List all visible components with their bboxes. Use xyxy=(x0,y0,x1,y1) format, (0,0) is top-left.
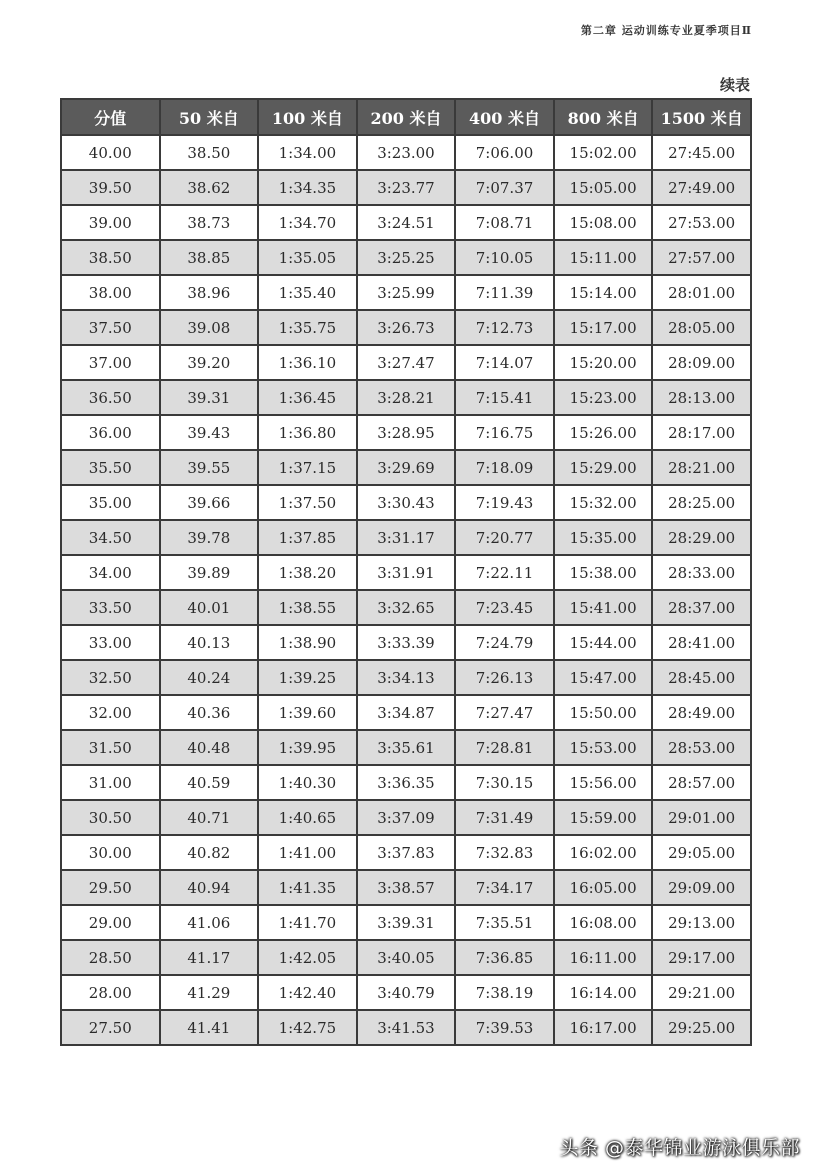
table-cell: 40.36 xyxy=(160,695,259,730)
table-cell: 15:29.00 xyxy=(554,450,653,485)
table-cell: 39.89 xyxy=(160,555,259,590)
table-cell: 7:27.47 xyxy=(455,695,554,730)
table-cell: 39.50 xyxy=(61,170,160,205)
table-cell: 15:59.00 xyxy=(554,800,653,835)
table-row xyxy=(61,590,751,625)
continued-label: 续表 xyxy=(719,76,750,94)
table-cell: 29:21.00 xyxy=(652,975,751,1010)
table-cell: 27:57.00 xyxy=(652,240,751,275)
table-cell: 1:42.05 xyxy=(258,940,357,975)
table-cell: 15:38.00 xyxy=(554,555,653,590)
table-cell: 7:18.09 xyxy=(455,450,554,485)
table-cell: 41.06 xyxy=(160,905,259,940)
table-cell: 3:37.09 xyxy=(357,800,456,835)
table-cell: 36.50 xyxy=(61,380,160,415)
table-row xyxy=(61,695,751,730)
table-row xyxy=(61,205,751,240)
table-cell: 41.17 xyxy=(160,940,259,975)
table-cell: 15:50.00 xyxy=(554,695,653,730)
table-cell: 7:24.79 xyxy=(455,625,554,660)
table-cell: 15:05.00 xyxy=(554,170,653,205)
table-row xyxy=(61,660,751,695)
table-cell: 40.01 xyxy=(160,590,259,625)
table-row xyxy=(61,555,751,590)
table-cell: 29:13.00 xyxy=(652,905,751,940)
table-cell: 35.50 xyxy=(61,450,160,485)
table-cell: 28:41.00 xyxy=(652,625,751,660)
table-cell: 1:35.75 xyxy=(258,310,357,345)
table-cell: 7:08.71 xyxy=(455,205,554,240)
table-cell: 1:38.90 xyxy=(258,625,357,660)
table-cell: 15:11.00 xyxy=(554,240,653,275)
table-cell: 3:37.83 xyxy=(357,835,456,870)
table-cell: 27:49.00 xyxy=(652,170,751,205)
table-cell: 30.50 xyxy=(61,800,160,835)
table-cell: 1:37.50 xyxy=(258,485,357,520)
column-header: 分值 xyxy=(61,99,160,135)
table-cell: 1:36.80 xyxy=(258,415,357,450)
table-cell: 3:40.05 xyxy=(357,940,456,975)
table-cell: 28:37.00 xyxy=(652,590,751,625)
table-cell: 40.94 xyxy=(160,870,259,905)
table-cell: 1:36.45 xyxy=(258,380,357,415)
table-row xyxy=(61,1010,751,1045)
table-cell: 38.96 xyxy=(160,275,259,310)
table-cell: 7:31.49 xyxy=(455,800,554,835)
table-cell: 3:34.13 xyxy=(357,660,456,695)
table-cell: 38.50 xyxy=(61,240,160,275)
table-cell: 7:20.77 xyxy=(455,520,554,555)
table-row xyxy=(61,800,751,835)
table-cell: 3:34.87 xyxy=(357,695,456,730)
table-cell: 37.00 xyxy=(61,345,160,380)
table-cell: 16:02.00 xyxy=(554,835,653,870)
table-row xyxy=(61,310,751,345)
table-cell: 1:42.75 xyxy=(258,1010,357,1045)
table-cell: 40.59 xyxy=(160,765,259,800)
table-cell: 36.00 xyxy=(61,415,160,450)
table-cell: 28.00 xyxy=(61,975,160,1010)
table-cell: 7:36.85 xyxy=(455,940,554,975)
column-header: 100 米自 xyxy=(258,99,357,135)
table-cell: 40.24 xyxy=(160,660,259,695)
table-cell: 39.78 xyxy=(160,520,259,555)
table-cell: 1:38.55 xyxy=(258,590,357,625)
table-cell: 3:25.25 xyxy=(357,240,456,275)
table-cell: 38.50 xyxy=(160,135,259,170)
table-cell: 16:05.00 xyxy=(554,870,653,905)
table-cell: 29:25.00 xyxy=(652,1010,751,1045)
table-row xyxy=(61,905,751,940)
table-cell: 1:39.60 xyxy=(258,695,357,730)
table-row xyxy=(61,485,751,520)
table-cell: 1:37.15 xyxy=(258,450,357,485)
table-cell: 29.50 xyxy=(61,870,160,905)
table-cell: 40.48 xyxy=(160,730,259,765)
table-row xyxy=(61,870,751,905)
table-cell: 39.43 xyxy=(160,415,259,450)
table-cell: 28:01.00 xyxy=(652,275,751,310)
table-cell: 28.50 xyxy=(61,940,160,975)
table-cell: 3:27.47 xyxy=(357,345,456,380)
table-cell: 15:44.00 xyxy=(554,625,653,660)
column-header: 1500 米自 xyxy=(652,99,751,135)
table-cell: 3:26.73 xyxy=(357,310,456,345)
table-cell: 7:26.13 xyxy=(455,660,554,695)
table-cell: 40.13 xyxy=(160,625,259,660)
table-cell: 32.00 xyxy=(61,695,160,730)
table-cell: 1:35.40 xyxy=(258,275,357,310)
table-cell: 3:31.17 xyxy=(357,520,456,555)
table-row xyxy=(61,275,751,310)
table-cell: 7:16.75 xyxy=(455,415,554,450)
table-row xyxy=(61,415,751,450)
table-cell: 7:15.41 xyxy=(455,380,554,415)
table-cell: 3:25.99 xyxy=(357,275,456,310)
table-cell: 7:35.51 xyxy=(455,905,554,940)
table-row xyxy=(61,730,751,765)
table-cell: 15:56.00 xyxy=(554,765,653,800)
table-cell: 39.20 xyxy=(160,345,259,380)
table-cell: 1:35.05 xyxy=(258,240,357,275)
table-cell: 39.66 xyxy=(160,485,259,520)
table-row xyxy=(61,940,751,975)
table-cell: 15:35.00 xyxy=(554,520,653,555)
table-cell: 40.71 xyxy=(160,800,259,835)
table-row xyxy=(61,450,751,485)
table-cell: 15:23.00 xyxy=(554,380,653,415)
table-cell: 41.29 xyxy=(160,975,259,1010)
table-cell: 39.08 xyxy=(160,310,259,345)
table-header xyxy=(61,99,751,135)
table-cell: 3:29.69 xyxy=(357,450,456,485)
table-cell: 7:14.07 xyxy=(455,345,554,380)
column-header: 50 米自 xyxy=(160,99,259,135)
table-cell: 3:30.43 xyxy=(357,485,456,520)
table-cell: 1:37.85 xyxy=(258,520,357,555)
table-cell: 28:05.00 xyxy=(652,310,751,345)
table-cell: 28:29.00 xyxy=(652,520,751,555)
table-cell: 1:39.25 xyxy=(258,660,357,695)
table-cell: 3:28.21 xyxy=(357,380,456,415)
table-cell: 28:45.00 xyxy=(652,660,751,695)
table-cell: 3:39.31 xyxy=(357,905,456,940)
table-cell: 3:40.79 xyxy=(357,975,456,1010)
table-row xyxy=(61,625,751,660)
column-header: 200 米自 xyxy=(357,99,456,135)
table-cell: 1:42.40 xyxy=(258,975,357,1010)
table-cell: 7:12.73 xyxy=(455,310,554,345)
table-cell: 29:01.00 xyxy=(652,800,751,835)
table-cell: 28:33.00 xyxy=(652,555,751,590)
column-header: 800 米自 xyxy=(554,99,653,135)
table-cell: 7:23.45 xyxy=(455,590,554,625)
table-cell: 16:11.00 xyxy=(554,940,653,975)
table-cell: 38.00 xyxy=(61,275,160,310)
table-cell: 39.31 xyxy=(160,380,259,415)
table-cell: 15:08.00 xyxy=(554,205,653,240)
column-header: 400 米自 xyxy=(455,99,554,135)
table-cell: 28:17.00 xyxy=(652,415,751,450)
table-cell: 3:23.77 xyxy=(357,170,456,205)
table-cell: 1:40.30 xyxy=(258,765,357,800)
table-cell: 33.50 xyxy=(61,590,160,625)
table-cell: 27.50 xyxy=(61,1010,160,1045)
table-row xyxy=(61,170,751,205)
table-cell: 7:06.00 xyxy=(455,135,554,170)
table-row xyxy=(61,345,751,380)
table-cell: 40.82 xyxy=(160,835,259,870)
table-cell: 15:26.00 xyxy=(554,415,653,450)
table-cell: 7:07.37 xyxy=(455,170,554,205)
table-cell: 29.00 xyxy=(61,905,160,940)
table-cell: 28:49.00 xyxy=(652,695,751,730)
table-row xyxy=(61,135,751,170)
table-cell: 7:22.11 xyxy=(455,555,554,590)
table-cell: 15:53.00 xyxy=(554,730,653,765)
table-cell: 16:14.00 xyxy=(554,975,653,1010)
table-cell: 32.50 xyxy=(61,660,160,695)
table-cell: 7:39.53 xyxy=(455,1010,554,1045)
table-cell: 1:39.95 xyxy=(258,730,357,765)
table-cell: 7:38.19 xyxy=(455,975,554,1010)
table-row xyxy=(61,765,751,800)
table-cell: 3:33.39 xyxy=(357,625,456,660)
table-cell: 7:11.39 xyxy=(455,275,554,310)
table-cell: 1:34.70 xyxy=(258,205,357,240)
table-row xyxy=(61,975,751,1010)
table-row xyxy=(61,380,751,415)
table-cell: 27:45.00 xyxy=(652,135,751,170)
table-cell: 41.41 xyxy=(160,1010,259,1045)
table-cell: 28:57.00 xyxy=(652,765,751,800)
table-cell: 3:28.95 xyxy=(357,415,456,450)
table-cell: 1:41.00 xyxy=(258,835,357,870)
table-cell: 38.85 xyxy=(160,240,259,275)
table-cell: 28:09.00 xyxy=(652,345,751,380)
watermark: 头条 @泰华锦业游泳俱乐部 xyxy=(559,1137,800,1159)
table-cell: 33.00 xyxy=(61,625,160,660)
table-cell: 34.50 xyxy=(61,520,160,555)
table-row xyxy=(61,520,751,555)
table-row xyxy=(61,835,751,870)
table-cell: 29:17.00 xyxy=(652,940,751,975)
table-cell: 28:13.00 xyxy=(652,380,751,415)
table-cell: 15:14.00 xyxy=(554,275,653,310)
table-cell: 7:10.05 xyxy=(455,240,554,275)
table-cell: 28:53.00 xyxy=(652,730,751,765)
table-body xyxy=(61,135,751,1045)
table-cell: 15:17.00 xyxy=(554,310,653,345)
table-cell: 31.50 xyxy=(61,730,160,765)
table-cell: 1:34.00 xyxy=(258,135,357,170)
table-cell: 3:23.00 xyxy=(357,135,456,170)
table-cell: 34.00 xyxy=(61,555,160,590)
table-cell: 29:05.00 xyxy=(652,835,751,870)
table-cell: 37.50 xyxy=(61,310,160,345)
table-cell: 28:25.00 xyxy=(652,485,751,520)
table-cell: 7:32.83 xyxy=(455,835,554,870)
score-table xyxy=(60,98,752,1046)
table-cell: 38.62 xyxy=(160,170,259,205)
table-cell: 15:20.00 xyxy=(554,345,653,380)
table-cell: 3:36.35 xyxy=(357,765,456,800)
table-cell: 15:41.00 xyxy=(554,590,653,625)
table-cell: 3:38.57 xyxy=(357,870,456,905)
table-cell: 7:30.15 xyxy=(455,765,554,800)
table-cell: 29:09.00 xyxy=(652,870,751,905)
table-cell: 28:21.00 xyxy=(652,450,751,485)
table-cell: 15:02.00 xyxy=(554,135,653,170)
table-cell: 30.00 xyxy=(61,835,160,870)
table-cell: 15:32.00 xyxy=(554,485,653,520)
table-cell: 3:32.65 xyxy=(357,590,456,625)
table-cell: 31.00 xyxy=(61,765,160,800)
table-cell: 7:19.43 xyxy=(455,485,554,520)
table-cell: 3:41.53 xyxy=(357,1010,456,1045)
table-cell: 16:17.00 xyxy=(554,1010,653,1045)
table-cell: 1:41.70 xyxy=(258,905,357,940)
table-cell: 39.00 xyxy=(61,205,160,240)
table-cell: 1:40.65 xyxy=(258,800,357,835)
table-cell: 40.00 xyxy=(61,135,160,170)
table-cell: 16:08.00 xyxy=(554,905,653,940)
table-cell: 3:35.61 xyxy=(357,730,456,765)
running-header: 第二章 运动训练专业夏季项目Ⅱ xyxy=(580,24,752,37)
table-cell: 15:47.00 xyxy=(554,660,653,695)
table-cell: 3:24.51 xyxy=(357,205,456,240)
table-cell: 39.55 xyxy=(160,450,259,485)
table-cell: 38.73 xyxy=(160,205,259,240)
table-cell: 35.00 xyxy=(61,485,160,520)
table-cell: 7:34.17 xyxy=(455,870,554,905)
header-row xyxy=(61,99,751,135)
table-cell: 1:36.10 xyxy=(258,345,357,380)
table-row xyxy=(61,240,751,275)
table-cell: 1:38.20 xyxy=(258,555,357,590)
table-cell: 7:28.81 xyxy=(455,730,554,765)
table-cell: 1:34.35 xyxy=(258,170,357,205)
table-cell: 27:53.00 xyxy=(652,205,751,240)
table-cell: 1:41.35 xyxy=(258,870,357,905)
table-cell: 3:31.91 xyxy=(357,555,456,590)
